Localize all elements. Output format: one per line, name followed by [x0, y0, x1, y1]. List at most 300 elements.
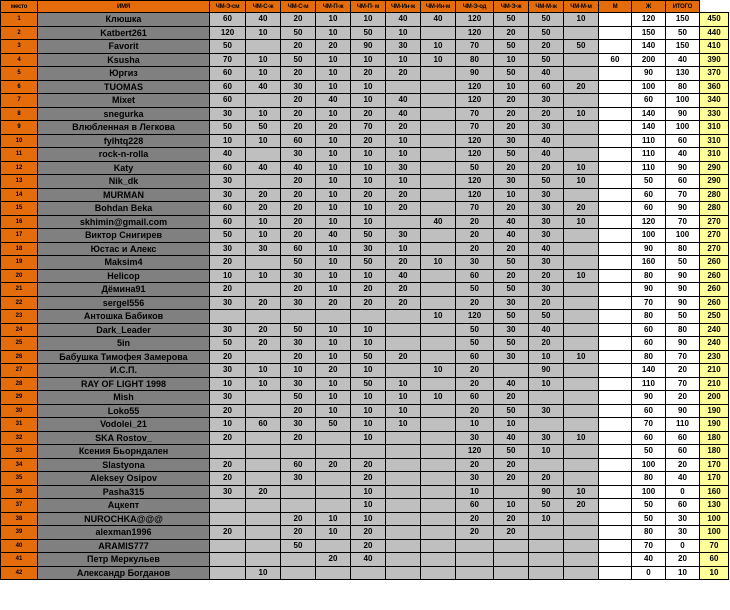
- score-cell: 10: [246, 53, 281, 67]
- score-cell: 60: [246, 418, 281, 432]
- score-cell: 10: [246, 377, 281, 391]
- score-cell: 20: [281, 350, 316, 364]
- score-cell: 30: [281, 418, 316, 432]
- grand-total-cell: 290: [700, 175, 729, 189]
- score-cell: [281, 445, 316, 459]
- score-cell: 20: [246, 202, 281, 216]
- score-cell: [599, 202, 632, 216]
- score-cell: 10: [386, 53, 421, 67]
- score-cell: [421, 296, 456, 310]
- grand-total-cell: 260: [700, 296, 729, 310]
- score-cell: [210, 512, 246, 526]
- place-cell: 18: [1, 242, 38, 256]
- table-row: [1, 377, 729, 391]
- score-cell: 40: [494, 229, 529, 243]
- score-cell: 10: [351, 337, 386, 351]
- score-cell: 20: [386, 202, 421, 216]
- place-cell: 33: [1, 445, 38, 459]
- score-cell: [421, 323, 456, 337]
- women-total-cell: 0: [666, 539, 700, 553]
- grand-total-cell: 10: [700, 566, 729, 580]
- participant-name: MURMAN: [38, 188, 210, 202]
- score-cell: 40: [246, 13, 281, 27]
- score-cell: 50: [529, 499, 564, 513]
- score-cell: 30: [456, 256, 494, 270]
- score-cell: [246, 256, 281, 270]
- grand-total-cell: 180: [700, 431, 729, 445]
- grand-total-cell: 130: [700, 499, 729, 513]
- table-row: [1, 485, 729, 499]
- score-cell: 70: [210, 53, 246, 67]
- score-cell: [386, 80, 421, 94]
- score-cell: 10: [351, 485, 386, 499]
- women-total-cell: 50: [666, 310, 700, 324]
- women-total-cell: 100: [666, 94, 700, 108]
- column-header: Ж: [632, 1, 666, 13]
- participant-name: Mixet: [38, 94, 210, 108]
- header-row: [1, 1, 729, 13]
- women-total-cell: 40: [666, 53, 700, 67]
- score-cell: 20: [494, 202, 529, 216]
- score-cell: [599, 175, 632, 189]
- score-cell: 40: [386, 269, 421, 283]
- score-cell: [599, 350, 632, 364]
- score-cell: [421, 445, 456, 459]
- score-cell: 30: [281, 80, 316, 94]
- table-row: [1, 80, 729, 94]
- place-cell: 27: [1, 364, 38, 378]
- women-total-cell: 70: [666, 350, 700, 364]
- participant-name: fylhtq228: [38, 134, 210, 148]
- score-cell: 20: [281, 40, 316, 54]
- score-cell: 20: [529, 269, 564, 283]
- table-row: [1, 350, 729, 364]
- score-cell: [246, 175, 281, 189]
- men-total-cell: 70: [632, 418, 666, 432]
- grand-total-cell: 160: [700, 485, 729, 499]
- score-cell: 40: [386, 94, 421, 108]
- score-cell: 20: [351, 539, 386, 553]
- score-cell: [599, 296, 632, 310]
- score-cell: [246, 512, 281, 526]
- score-cell: 70: [456, 40, 494, 54]
- score-cell: [316, 310, 351, 324]
- score-cell: [599, 323, 632, 337]
- table-row: [1, 161, 729, 175]
- score-cell: 50: [494, 310, 529, 324]
- score-cell: 10: [246, 566, 281, 580]
- score-cell: [246, 283, 281, 297]
- men-total-cell: 110: [632, 134, 666, 148]
- score-cell: 10: [351, 499, 386, 513]
- place-cell: 39: [1, 526, 38, 540]
- participant-name: SKA Rostov_: [38, 431, 210, 445]
- women-total-cell: 70: [666, 188, 700, 202]
- place-cell: 7: [1, 94, 38, 108]
- score-cell: 10: [351, 364, 386, 378]
- score-cell: 50: [529, 175, 564, 189]
- men-total-cell: 100: [632, 80, 666, 94]
- women-total-cell: 80: [666, 242, 700, 256]
- grand-total-cell: 240: [700, 323, 729, 337]
- score-cell: [421, 350, 456, 364]
- place-cell: 30: [1, 404, 38, 418]
- score-cell: 50: [351, 256, 386, 270]
- score-cell: [564, 404, 599, 418]
- place-cell: 3: [1, 40, 38, 54]
- men-total-cell: 70: [632, 539, 666, 553]
- score-cell: 40: [529, 323, 564, 337]
- men-total-cell: 140: [632, 364, 666, 378]
- score-cell: 70: [456, 107, 494, 121]
- participant-name: Виктор Снигирев: [38, 229, 210, 243]
- score-cell: [494, 539, 529, 553]
- score-cell: 10: [494, 499, 529, 513]
- score-cell: [599, 566, 632, 580]
- grand-total-cell: 280: [700, 188, 729, 202]
- score-cell: [421, 553, 456, 567]
- score-cell: [421, 242, 456, 256]
- participant-name: Александр Богданов: [38, 566, 210, 580]
- score-cell: [564, 134, 599, 148]
- women-total-cell: 10: [666, 566, 700, 580]
- score-cell: [599, 539, 632, 553]
- score-cell: 120: [456, 148, 494, 162]
- score-cell: 10: [316, 53, 351, 67]
- men-total-cell: 60: [632, 202, 666, 216]
- score-cell: [564, 229, 599, 243]
- score-cell: [246, 499, 281, 513]
- score-cell: 50: [494, 445, 529, 459]
- score-cell: [599, 40, 632, 54]
- score-cell: 10: [316, 134, 351, 148]
- score-cell: 10: [564, 215, 599, 229]
- score-cell: [599, 391, 632, 405]
- score-cell: 60: [456, 269, 494, 283]
- score-cell: [564, 148, 599, 162]
- table-row: [1, 323, 729, 337]
- women-total-cell: 0: [666, 485, 700, 499]
- score-cell: [210, 553, 246, 567]
- score-cell: 20: [316, 553, 351, 567]
- grand-total-cell: 170: [700, 458, 729, 472]
- score-cell: [316, 499, 351, 513]
- participant-name: Ksusha: [38, 53, 210, 67]
- score-cell: 20: [281, 431, 316, 445]
- score-cell: 40: [316, 94, 351, 108]
- men-total-cell: 40: [632, 553, 666, 567]
- score-cell: 10: [316, 202, 351, 216]
- grand-total-cell: 360: [700, 80, 729, 94]
- participant-name: Katy: [38, 161, 210, 175]
- place-cell: 12: [1, 161, 38, 175]
- score-cell: 50: [210, 40, 246, 54]
- score-cell: [564, 26, 599, 40]
- participant-name: sergel556: [38, 296, 210, 310]
- score-cell: 10: [529, 512, 564, 526]
- score-cell: 50: [281, 539, 316, 553]
- score-cell: 50: [494, 13, 529, 27]
- score-cell: 50: [281, 323, 316, 337]
- grand-total-cell: 290: [700, 161, 729, 175]
- grand-total-cell: 310: [700, 148, 729, 162]
- place-cell: 34: [1, 458, 38, 472]
- score-cell: 20: [456, 526, 494, 540]
- score-cell: [421, 121, 456, 135]
- score-cell: 20: [246, 296, 281, 310]
- score-cell: [246, 553, 281, 567]
- score-cell: 30: [494, 175, 529, 189]
- score-cell: 20: [386, 256, 421, 270]
- score-cell: 20: [281, 512, 316, 526]
- score-cell: 30: [210, 175, 246, 189]
- score-cell: [421, 80, 456, 94]
- score-cell: 20: [316, 458, 351, 472]
- score-cell: 10: [386, 391, 421, 405]
- score-cell: 20: [210, 526, 246, 540]
- score-cell: [281, 566, 316, 580]
- score-cell: 10: [351, 431, 386, 445]
- column-header: М: [599, 1, 632, 13]
- grand-total-cell: 210: [700, 377, 729, 391]
- score-cell: [246, 472, 281, 486]
- score-cell: [599, 310, 632, 324]
- score-cell: 50: [316, 418, 351, 432]
- men-total-cell: 80: [632, 310, 666, 324]
- score-cell: 10: [316, 404, 351, 418]
- score-cell: [599, 148, 632, 162]
- score-cell: [599, 107, 632, 121]
- participant-name: alexman1996: [38, 526, 210, 540]
- score-cell: 10: [386, 377, 421, 391]
- score-cell: [316, 472, 351, 486]
- score-cell: 120: [456, 94, 494, 108]
- score-cell: 20: [281, 13, 316, 27]
- score-cell: [210, 539, 246, 553]
- score-cell: 50: [456, 283, 494, 297]
- score-cell: 20: [281, 229, 316, 243]
- participant-name: 5in: [38, 337, 210, 351]
- score-cell: 50: [351, 377, 386, 391]
- score-cell: 30: [529, 215, 564, 229]
- score-cell: 10: [351, 391, 386, 405]
- score-cell: 50: [529, 53, 564, 67]
- score-cell: [564, 53, 599, 67]
- score-cell: 50: [456, 161, 494, 175]
- women-total-cell: 80: [666, 80, 700, 94]
- grand-total-cell: 60: [700, 553, 729, 567]
- table-row: [1, 512, 729, 526]
- score-cell: [421, 107, 456, 121]
- grand-total-cell: 100: [700, 526, 729, 540]
- score-cell: [599, 445, 632, 459]
- table-row: [1, 553, 729, 567]
- women-total-cell: 80: [666, 323, 700, 337]
- participant-name: Katbert261: [38, 26, 210, 40]
- score-cell: 10: [386, 134, 421, 148]
- score-cell: [599, 485, 632, 499]
- score-cell: [386, 337, 421, 351]
- score-cell: 50: [494, 283, 529, 297]
- score-cell: [564, 283, 599, 297]
- score-cell: [494, 566, 529, 580]
- score-cell: 20: [456, 215, 494, 229]
- score-cell: 50: [494, 404, 529, 418]
- score-cell: 10: [351, 202, 386, 216]
- score-cell: 30: [210, 364, 246, 378]
- score-cell: 20: [494, 26, 529, 40]
- score-cell: 20: [456, 512, 494, 526]
- score-cell: [564, 188, 599, 202]
- men-total-cell: 60: [632, 431, 666, 445]
- score-cell: 10: [351, 404, 386, 418]
- score-cell: 50: [529, 13, 564, 27]
- score-cell: [246, 40, 281, 54]
- women-total-cell: 30: [666, 526, 700, 540]
- score-cell: [316, 566, 351, 580]
- score-cell: 40: [494, 215, 529, 229]
- score-cell: 30: [386, 40, 421, 54]
- score-cell: [421, 337, 456, 351]
- score-cell: 10: [210, 377, 246, 391]
- column-header: ЧМ-С-м: [281, 1, 316, 13]
- participant-name: Юстас и Алекс: [38, 242, 210, 256]
- table-row: [1, 310, 729, 324]
- score-cell: 10: [386, 418, 421, 432]
- grand-total-cell: 280: [700, 202, 729, 216]
- score-cell: 10: [456, 485, 494, 499]
- score-cell: [246, 526, 281, 540]
- score-cell: [386, 526, 421, 540]
- score-cell: [421, 458, 456, 472]
- participant-name: Бабушка Тимофея Замерова: [38, 350, 210, 364]
- participant-name: Loko55: [38, 404, 210, 418]
- men-total-cell: 80: [632, 269, 666, 283]
- score-cell: 30: [529, 202, 564, 216]
- score-cell: 20: [246, 485, 281, 499]
- score-cell: [456, 553, 494, 567]
- score-cell: [386, 445, 421, 459]
- men-total-cell: 90: [632, 242, 666, 256]
- score-cell: 10: [386, 148, 421, 162]
- table-row: [1, 242, 729, 256]
- score-cell: 10: [281, 364, 316, 378]
- grand-total-cell: 240: [700, 337, 729, 351]
- score-cell: [281, 485, 316, 499]
- score-cell: [246, 94, 281, 108]
- score-cell: 120: [456, 134, 494, 148]
- score-cell: 50: [210, 121, 246, 135]
- grand-total-cell: 450: [700, 13, 729, 27]
- score-cell: 40: [421, 215, 456, 229]
- score-cell: 50: [351, 26, 386, 40]
- score-cell: 60: [210, 80, 246, 94]
- score-cell: [599, 215, 632, 229]
- place-cell: 24: [1, 323, 38, 337]
- score-cell: [386, 553, 421, 567]
- score-cell: 20: [316, 296, 351, 310]
- women-total-cell: 130: [666, 67, 700, 81]
- score-cell: 20: [494, 107, 529, 121]
- women-total-cell: 40: [666, 148, 700, 162]
- men-total-cell: 200: [632, 53, 666, 67]
- score-cell: [599, 472, 632, 486]
- score-cell: 50: [494, 148, 529, 162]
- score-cell: [421, 269, 456, 283]
- score-cell: 10: [421, 40, 456, 54]
- score-cell: [564, 323, 599, 337]
- men-total-cell: 80: [632, 350, 666, 364]
- score-cell: 10: [316, 391, 351, 405]
- place-cell: 23: [1, 310, 38, 324]
- place-cell: 15: [1, 202, 38, 216]
- score-cell: 20: [351, 296, 386, 310]
- score-cell: [386, 499, 421, 513]
- score-cell: [456, 539, 494, 553]
- score-cell: 40: [529, 67, 564, 81]
- score-cell: 40: [246, 161, 281, 175]
- score-cell: 90: [351, 40, 386, 54]
- score-cell: [421, 539, 456, 553]
- score-cell: [386, 431, 421, 445]
- score-cell: 20: [529, 107, 564, 121]
- men-total-cell: 50: [632, 512, 666, 526]
- men-total-cell: 90: [632, 283, 666, 297]
- score-cell: 20: [386, 350, 421, 364]
- participant-name: И.С.П.: [38, 364, 210, 378]
- score-cell: 40: [386, 107, 421, 121]
- score-cell: 50: [494, 67, 529, 81]
- score-cell: 60: [210, 215, 246, 229]
- score-cell: [564, 458, 599, 472]
- table-row: [1, 13, 729, 27]
- place-cell: 20: [1, 269, 38, 283]
- table-row: [1, 539, 729, 553]
- table-row: [1, 188, 729, 202]
- grand-total-cell: 230: [700, 350, 729, 364]
- column-header: ЧМ-Э-од: [456, 1, 494, 13]
- score-cell: [564, 310, 599, 324]
- score-cell: [421, 404, 456, 418]
- table-row: [1, 566, 729, 580]
- score-cell: 30: [210, 296, 246, 310]
- men-total-cell: 90: [632, 67, 666, 81]
- score-cell: 120: [456, 175, 494, 189]
- score-cell: 40: [210, 148, 246, 162]
- score-cell: 20: [351, 134, 386, 148]
- score-cell: 10: [351, 175, 386, 189]
- score-cell: 60: [281, 134, 316, 148]
- men-total-cell: 70: [632, 296, 666, 310]
- score-cell: 20: [351, 107, 386, 121]
- score-cell: [599, 499, 632, 513]
- men-total-cell: 110: [632, 377, 666, 391]
- women-total-cell: 20: [666, 553, 700, 567]
- score-cell: [386, 485, 421, 499]
- score-cell: [529, 458, 564, 472]
- score-cell: 40: [494, 431, 529, 445]
- men-total-cell: 120: [632, 13, 666, 27]
- place-cell: 14: [1, 188, 38, 202]
- score-cell: 40: [421, 13, 456, 27]
- participant-name: Ксения Бьорндален: [38, 445, 210, 459]
- score-cell: 10: [456, 418, 494, 432]
- score-cell: 70: [351, 121, 386, 135]
- score-cell: 10: [421, 364, 456, 378]
- score-cell: 30: [529, 431, 564, 445]
- score-cell: 20: [456, 364, 494, 378]
- score-cell: 10: [246, 134, 281, 148]
